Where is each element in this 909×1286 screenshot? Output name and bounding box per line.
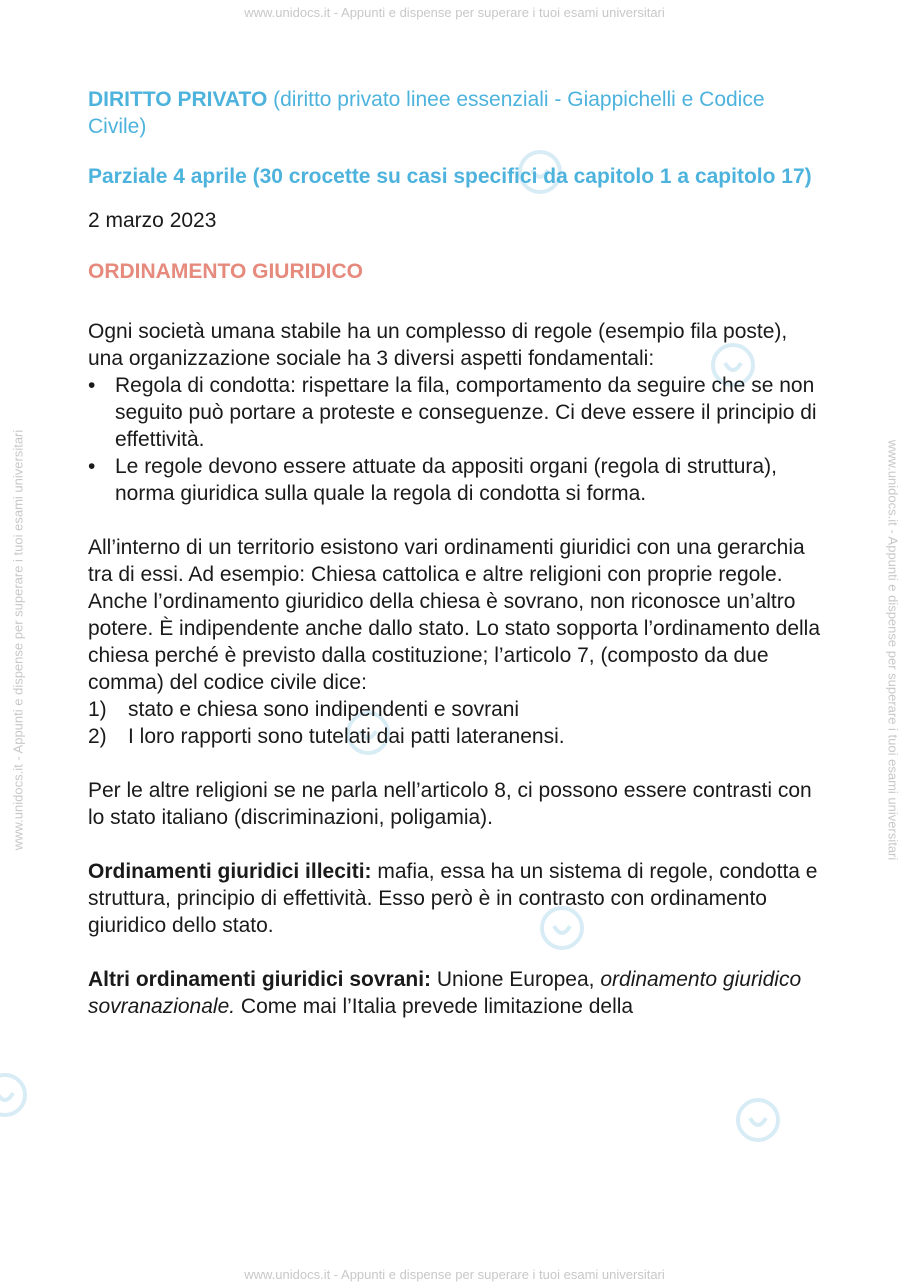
paragraph-sovrani <box>88 966 828 1020</box>
paragraph-ordinamenti: All’interno di un territorio esistono vari ordinamenti giuridici con una gerarchia tra di essi. Ad esempio: Chiesa cattolica e altre religioni con proprie regole. <box>88 536 805 586</box>
bullet-list <box>88 372 828 507</box>
section-heading: ORDINAMENTO GIURIDICO <box>88 260 363 283</box>
document-body <box>88 86 828 1020</box>
watermark-top: www.unidocs.it - Appunti e dispense per superare i tuoi esami universitari <box>244 5 665 20</box>
document-title <box>88 86 828 140</box>
item-text: I loro rapporti sono tutelati dai patti lateranensi. <box>128 725 565 748</box>
paragraph-chiesa: Anche l’ordinamento giuridico della chiesa è sovrano, non riconosce un’altro potere. È indipendente anche dallo stato. Lo stato sopporta l’ordinamento della chiesa perché è previsto dalla costituzione; l’articolo 7, (composto da due comma) del codice civile dice: <box>88 590 821 694</box>
bullet-item: • Le regole devono essere attuate da appositi organi (regola di struttura), norma giuridica sulla quale la regola di condotta si forma. <box>88 453 828 507</box>
sovrani-text-continued: Come mai l’Italia prevede limitazione della <box>235 995 634 1018</box>
watermark-left: www.unidocs.it - Appunti e dispense per superare i tuoi esami universitari <box>10 429 26 851</box>
illeciti-text: mafia, essa ha un sistema di regole, condotta e struttura, principio di effettività. Esso però è in contrasto con ordinamento giuridico dello stato. <box>88 860 818 937</box>
item-number: 1) <box>88 698 107 721</box>
numbered-item <box>88 696 828 723</box>
paragraph-altre-religioni: Per le altre religioni se ne parla nell’articolo 8, ci possono essere contrasti con lo stato italiano (discriminazioni, poligamia). <box>88 779 812 829</box>
bullet-item: • Regola di condotta: rispettare la fila, comportamento da seguire che se non seguito può portare a proteste e conseguenze. Ci deve essere il principio di effettività. <box>88 372 828 453</box>
numbered-item <box>88 723 828 750</box>
sovrani-italic: ordinamento giuridico sovranazionale. <box>88 968 802 1018</box>
title-main: DIRITTO PRIVATO <box>88 88 268 111</box>
numbered-list <box>88 696 828 750</box>
document-date: 2 marzo 2023 <box>88 209 217 232</box>
sovrani-label: Altri ordinamenti giuridici sovrani: <box>88 968 432 991</box>
watermark-bottom: www.unidocs.it - Appunti e dispense per superare i tuoi esami universitari <box>244 1267 665 1282</box>
document-subtitle: Parziale 4 aprile (30 crocette su casi specifici da capitolo 1 a capitolo 17) <box>88 165 812 188</box>
paragraph-illeciti <box>88 858 828 939</box>
unidocs-logo-icon <box>738 1100 778 1140</box>
item-number: 2) <box>88 725 107 748</box>
sovrani-text: Unione Europea, <box>431 968 601 991</box>
intro-paragraph: Ogni società umana stabile ha un complesso di regole (esempio fila poste), una organizzazione sociale ha 3 diversi aspetti fondamentali: <box>88 320 788 370</box>
item-text: stato e chiesa sono indipendenti e sovrani <box>128 698 520 721</box>
illeciti-label: Ordinamenti giuridici illeciti: <box>88 860 372 883</box>
title-detail: (diritto privato linee essenziali - Giappichelli e Codice Civile) <box>88 88 765 138</box>
unidocs-logo-icon <box>0 1075 25 1115</box>
watermark-right: www.unidocs.it - Appunti e dispense per superare i tuoi esami universitari <box>885 439 901 861</box>
